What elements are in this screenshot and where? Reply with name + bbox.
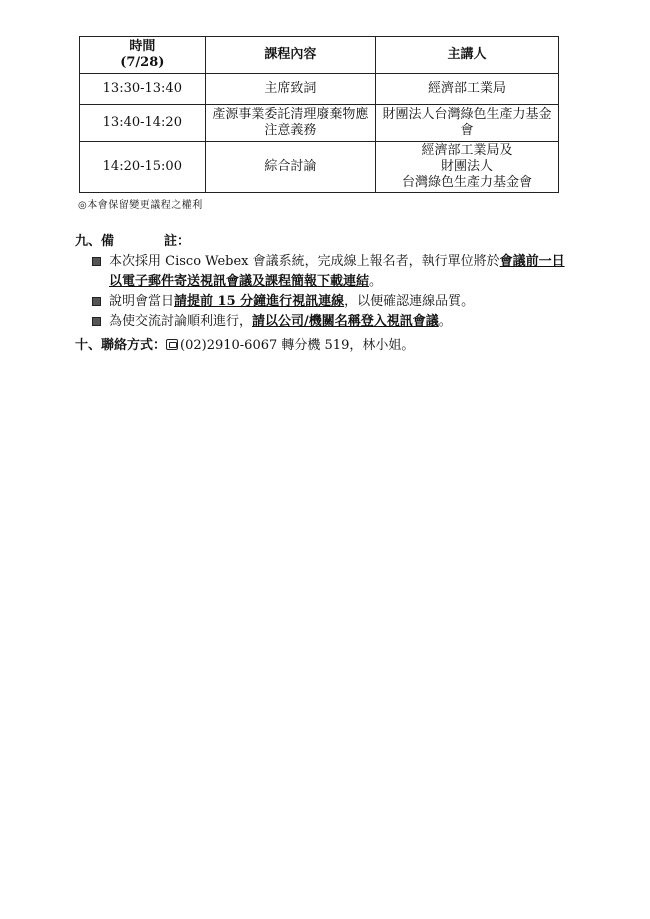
- note-emphasis: 請提前 15 分鐘進行視訊連線: [174, 294, 345, 309]
- note-emphasis: 會議前一日以電子郵件寄送視訊會議及課程簡報下載連結: [109, 254, 565, 289]
- contact-text: (02)2910-6067 轉分機 519，林小姐。: [180, 338, 415, 353]
- note-text: 為使交流討論順利進行，: [109, 314, 253, 329]
- phone-icon: [166, 339, 178, 350]
- list-item: [75, 312, 575, 332]
- table-row: [80, 74, 559, 105]
- header-content: 課程內容: [205, 37, 375, 74]
- table-row: [80, 142, 559, 193]
- speaker-line: 財團法人: [440, 159, 493, 174]
- row-content: 產源事業委託清理廢棄物應注意義務: [205, 105, 375, 142]
- note-text: 本次採用 Cisco Webex 會議系統，完成線上報名者，執行單位將於: [109, 254, 500, 269]
- note-text-end: 。: [438, 314, 452, 329]
- notes-number: 九、備: [75, 234, 115, 249]
- notes-title: [75, 232, 575, 252]
- contact-label: 十、聯絡方式：: [75, 338, 167, 353]
- note-text: 說明會當日: [109, 294, 175, 309]
- speaker-line: 經濟部工業局及: [421, 143, 513, 158]
- row-content: 綜合討論: [205, 142, 375, 193]
- row-content: 主席致詞: [205, 74, 375, 105]
- square-bullet-icon: [92, 317, 101, 326]
- notes-section: [75, 232, 575, 332]
- notes-title-end: 註：: [164, 234, 191, 249]
- header-time: [80, 37, 206, 74]
- row-speaker: 財團法人台灣綠色生產力基金會: [376, 105, 559, 142]
- row-time: 13:40-14:20: [80, 105, 206, 142]
- row-speaker: [376, 142, 559, 193]
- header-time-date: (7/28): [120, 55, 165, 70]
- list-item: [75, 292, 575, 312]
- row-time: 13:30-13:40: [80, 74, 206, 105]
- note-text-end: 。: [369, 274, 383, 289]
- list-item: [75, 252, 575, 292]
- agenda-table: [79, 36, 559, 193]
- agenda-footnote: ◎本會保留變更議程之權利: [78, 200, 203, 211]
- square-bullet-icon: [92, 297, 101, 306]
- table-row: [80, 105, 559, 142]
- row-time: 14:20-15:00: [80, 142, 206, 193]
- contact-line: [75, 336, 414, 356]
- header-time-label: 時間: [129, 39, 156, 54]
- row-speaker: 經濟部工業局: [376, 74, 559, 105]
- speaker-line: 台灣綠色生產力基金會: [401, 175, 532, 190]
- header-speaker: 主講人: [376, 37, 559, 74]
- note-text-end: ，以便確認連線品質。: [344, 294, 475, 309]
- note-emphasis: 請以公司/機關名稱登入視訊會議: [252, 314, 439, 329]
- square-bullet-icon: [92, 257, 101, 266]
- agenda-header-row: [80, 37, 559, 74]
